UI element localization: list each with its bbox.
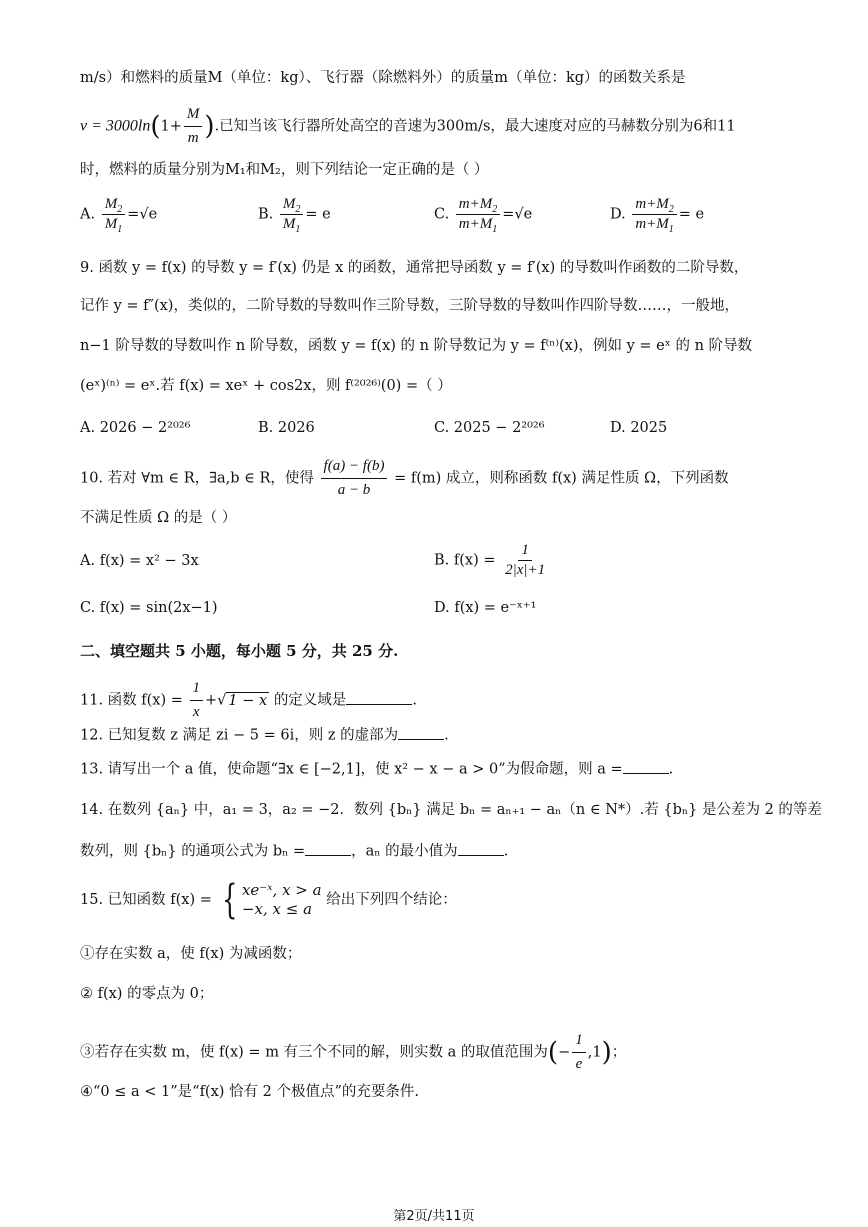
page-footer: 第2页/共11页	[393, 1209, 475, 1224]
q15-conclusion-3: ③若存在实数 m，使 f(x) = m 有三个不同的解，则实数 a 的取值范围为(− $\frac{1}{e}$ ,1)；	[80, 1032, 627, 1072]
q10-option-b[interactable]: B. f(x) = $\frac{1}{2|x|+1}$	[434, 542, 546, 578]
q8-formula-lead: v = 3000ln	[80, 117, 151, 135]
q14-answer-blank-2[interactable]	[458, 840, 504, 856]
q10-difference-quotient: $\frac{f(a) - f(b)}{a - b}$	[321, 456, 388, 501]
q15-conclusion-4: ④“0 ≤ a < 1”是“f(x) 恰有 2 个极值点”的充要条件.	[80, 1084, 420, 1100]
q8-formula-tail: .已知当该飞行器所处高空的音速为300m/s，最大速度对应的马赫数分别为6和11	[214, 118, 736, 135]
q13-answer-blank[interactable]	[623, 758, 669, 774]
q9-line2: 记作 y = f″(x)，类似的，二阶导数的导数叫作三阶导数，三阶导数的导数叫作四阶导数……，一般地，	[80, 298, 739, 314]
q8-option-c[interactable]: C. $\frac{m+M_2}{m+M_1}$ =√e	[434, 196, 533, 235]
q9-line3: n−1 阶导数的导数叫作 n 阶导数，函数 y = f(x) 的 n 阶导数记为 y = f⁽ⁿ⁾(x)，例如 y = eˣ 的 n 阶导数	[80, 338, 753, 354]
section-fill-in-title: 二、填空题共 5 小题，每小题 5 分，共 25 分.	[80, 642, 399, 660]
q8-line1: m/s）和燃料的质量M（单位：kg）、飞行器（除燃料外）的质量m（单位：kg）的函数关系是	[80, 70, 686, 86]
q15-line: 15. 已知函数 f(x) = { xe⁻ˣ, x > a −x, x ≤ a 给出下列四个结论：	[80, 877, 457, 923]
q9-option-b[interactable]: B. 2026	[258, 420, 315, 436]
q9-option-d[interactable]: D. 2025	[610, 420, 668, 436]
q10-option-c[interactable]: C. f(x) = sin(2x−1)	[80, 600, 218, 616]
q8-fraction-M-over-m: $\frac{M}{m}$	[184, 104, 203, 149]
q8-formula-line: v = 3000ln(1+ $\frac{M}{m}$ ).已知当该飞行器所处高空的音速为300m/s，最大速度对应的马赫数分别为6和11	[80, 104, 808, 149]
q9-line4: (eˣ)⁽ⁿ⁾ = eˣ.若 f(x) = xeˣ + cos2x，则 f⁽²⁰²⁶⁾(0) =（ ）	[80, 378, 452, 394]
q10-option-d[interactable]: D. f(x) = e⁻ˣ⁺¹	[434, 600, 537, 616]
q14-answer-blank-1[interactable]	[305, 840, 351, 856]
q10-option-a[interactable]: A. f(x) = x² − 3x	[80, 553, 199, 569]
q15-piecewise: { xe⁻ˣ, x > a −x, x ≤ a	[221, 877, 322, 923]
q9-line1: 9. 函数 y = f(x) 的导数 y = f′(x) 仍是 x 的函数，通常把导函数 y = f′(x) 的导数叫作函数的二阶导数，	[80, 260, 749, 276]
q8-option-d[interactable]: D. $\frac{m+M_2}{m+M_1}$ = e	[610, 196, 705, 235]
q15-conclusion-2: ② f(x) 的零点为 0；	[80, 986, 214, 1002]
q11-line: 11. 函数 f(x) = $\frac{1}{x}$ +√ 1 − x 的定义域是 .	[80, 680, 417, 720]
q8-option-a[interactable]: A. $\frac{M_2}{M_1}$ =√e	[80, 196, 158, 235]
q8-line3: 时，燃料的质量分别为M₁和M₂，则下列结论一定正确的是（ ）	[80, 162, 489, 178]
q9-option-c[interactable]: C. 2025 − 2²⁰²⁶	[434, 420, 545, 436]
q13-line: 13. 请写出一个 a 值，使命题“∃x ∈ [−2,1]，使 x² − x − a > 0”为假命题，则 a = .	[80, 758, 808, 780]
q12-line: 12. 已知复数 z 满足 zi − 5 = 6i，则 z 的虚部为 .	[80, 724, 808, 746]
q11-answer-blank[interactable]	[346, 689, 412, 705]
q14-line2: 数列，则 {bₙ} 的通项公式为 bₙ = ，aₙ 的最小值为 .	[80, 840, 808, 862]
q12-answer-blank[interactable]	[398, 724, 444, 740]
q9-option-a[interactable]: A. 2026 − 2²⁰²⁶	[80, 420, 191, 436]
q10-line1: 10. 若对 ∀m ∈ R，∃a,b ∈ R，使得 $\frac{f(a) - f(b)}{a - b}$ = f(m) 成立，则称函数 f(x) 满足性质 Ω，下列函数	[80, 456, 808, 501]
q8-option-b[interactable]: B. $\frac{M_2}{M_1}$ = e	[258, 196, 331, 235]
q10-line2: 不满足性质 Ω 的是（ ）	[80, 510, 237, 526]
q14-line1: 14. 在数列 {aₙ} 中，a₁ = 3，a₂ = −2．数列 {bₙ} 满足 bₙ = aₙ₊₁ − aₙ（n ∈ N*）.若 {bₙ} 是公差为 2 的等差	[80, 802, 822, 818]
q15-conclusion-1: ①存在实数 a，使 f(x) 为减函数；	[80, 946, 302, 962]
